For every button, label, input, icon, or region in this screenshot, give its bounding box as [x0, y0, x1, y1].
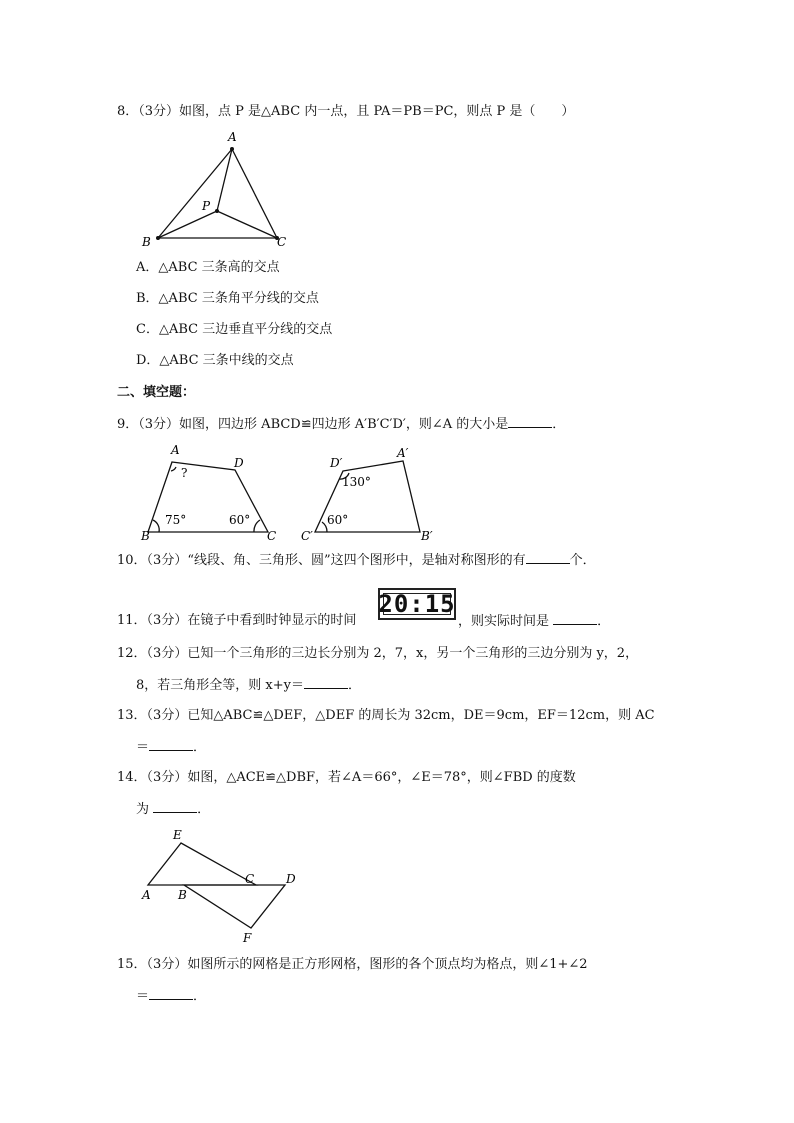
- q8-label-P: P: [202, 199, 211, 213]
- q14-label-E: E: [173, 828, 182, 842]
- q9-label-A2: A′: [397, 446, 409, 460]
- q9-label-C: C: [267, 529, 277, 543]
- q9-label-A: A: [171, 443, 180, 457]
- q9-label-D: D: [234, 456, 244, 470]
- q15-line2: ＝ ．: [136, 989, 207, 1004]
- q9-label-D2: D′: [330, 456, 343, 470]
- q12-line2: 8，若三角形全等，则 x+y＝ ．: [136, 678, 361, 693]
- q13-line2: ＝ ．: [136, 740, 207, 755]
- q14-line1: 14．（3分）如图，△ACE≌△DBF，若∠A＝66°，∠E＝78°，则∠FBD 的度数: [117, 770, 576, 785]
- q9-label-C2: C′: [301, 529, 313, 543]
- q9-quadrilaterals-figure: [135, 440, 445, 545]
- q14-label-A: A: [142, 888, 151, 902]
- q15-line1: 15．（3分）如图所示的网格是正方形网格，图形的各个顶点均为格点，则∠1+∠2: [117, 957, 588, 972]
- q8-label-B: B: [142, 235, 151, 249]
- section-heading: 二、填空题：: [117, 385, 196, 400]
- q8-label-C: C: [277, 235, 287, 249]
- q9-label-B: B: [141, 529, 150, 543]
- q9-question-mark: ?: [181, 466, 188, 480]
- q10-stem: 10．（3分）“线段、角、三角形、圆”这四个图形中，是轴对称图形的有 个．: [117, 553, 596, 568]
- q9-label-B2: B′: [421, 529, 433, 543]
- clock-digits: 20:15: [378, 590, 456, 618]
- q8-option-c: C．△ABC 三边垂直平分线的交点: [136, 322, 333, 337]
- q14-label-C: C: [245, 872, 255, 886]
- q9-angle-d2: 130°: [342, 475, 371, 489]
- q14-triangles-figure: [135, 825, 310, 947]
- q14-label-D: D: [286, 872, 296, 886]
- q14-label-B: B: [178, 888, 187, 902]
- q14-label-F: F: [243, 931, 252, 945]
- q8-label-A: A: [228, 130, 237, 144]
- q11-stem: 11．（3分）在镜子中看到时钟显示的时间: [117, 613, 357, 628]
- q11-end: ，则实际时间是 ．: [458, 614, 611, 629]
- mirrored-clock-image: [378, 588, 456, 620]
- q8-option-d: D．△ABC 三条中线的交点: [136, 353, 294, 368]
- q9-angle-c: 60°: [229, 513, 251, 527]
- q8-option-a: A．△ABC 三条高的交点: [136, 260, 280, 275]
- q9-stem: 9．（3分）如图，四边形 ABCD≌四边形 A′B′C′D′，则∠A 的大小是 ．: [117, 417, 566, 432]
- q12-line1: 12．（3分）已知一个三角形的三边长分别为 2，7，x，另一个三角形的三边分别为 y，2，: [117, 646, 639, 661]
- q8-stem: 8．（3分）如图，点 P 是△ABC 内一点，且 PA＝PB＝PC，则点 P 是（ ）: [117, 104, 575, 119]
- q8-triangle-figure: [130, 128, 300, 253]
- q14-line2: 为 ．: [136, 802, 211, 817]
- q8-option-b: B．△ABC 三条角平分线的交点: [136, 291, 319, 306]
- q13-line1: 13．（3分）已知△ABC≌△DEF，△DEF 的周长为 32cm，DE＝9cm，EF＝12cm，则 AC: [117, 708, 655, 723]
- q9-angle-b: 75°: [165, 513, 187, 527]
- q9-angle-c2: 60°: [327, 513, 349, 527]
